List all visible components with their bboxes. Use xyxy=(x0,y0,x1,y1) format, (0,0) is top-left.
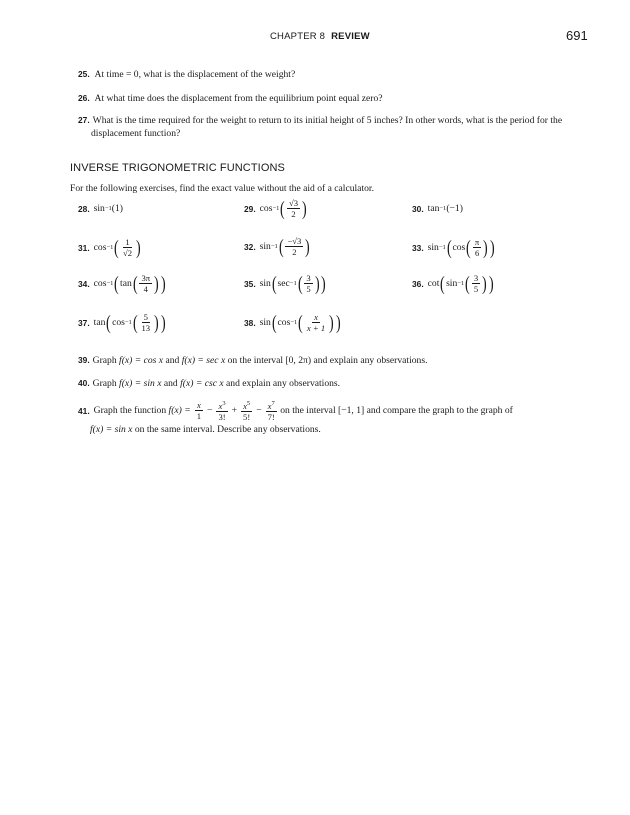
argument: (−1) xyxy=(446,203,463,214)
numerator: 3 xyxy=(473,273,479,283)
inverse-exponent: −1 xyxy=(272,205,280,212)
inverse-exponent: −1 xyxy=(104,205,112,212)
exercise-number: 39. xyxy=(78,355,90,365)
fraction xyxy=(121,237,134,258)
inner-fn-name: cos xyxy=(452,242,466,253)
exponent: 7 xyxy=(271,400,275,407)
text: on the same interval. Describe any observations. xyxy=(132,424,321,435)
fraction xyxy=(304,273,312,294)
exercise-number: 38. xyxy=(244,317,256,328)
exercise-number: 27. xyxy=(78,115,90,125)
formula: f(x) = sin x xyxy=(119,378,162,389)
exponent: 5 xyxy=(246,400,251,407)
formula: f(x) = xyxy=(168,405,191,416)
inverse-exponent: −1 xyxy=(438,244,446,251)
value: −1 xyxy=(449,203,460,214)
exercise-32: 32. sin −1 ( $\frac{-√3}{2}$ ) xyxy=(244,235,310,258)
numerator: 3 xyxy=(306,273,311,283)
exercise-text: What is the time required for the weight to return to its initial height of 5 inches? In other words, what is the period for the displacement function? xyxy=(91,115,563,139)
term-fraction xyxy=(195,400,203,421)
operator: + xyxy=(231,405,238,416)
fn-name: cos xyxy=(93,278,107,289)
fn-name: sin xyxy=(427,242,439,253)
fn-name: sin xyxy=(259,278,271,289)
numerator: π xyxy=(474,237,480,247)
inner-fn-name: tan xyxy=(120,278,132,289)
fraction xyxy=(305,312,327,333)
exponent: 3 xyxy=(222,400,226,407)
denominator: 2 xyxy=(292,247,297,257)
chapter-label: CHAPTER 8 xyxy=(270,31,326,42)
formula: f(x) = sin x xyxy=(90,424,133,435)
fn-name: cot xyxy=(427,278,440,289)
text: and xyxy=(161,378,181,389)
operator: − xyxy=(207,405,213,416)
exercise-39 xyxy=(78,354,560,367)
numerator: x xyxy=(196,400,201,410)
exercise-30 xyxy=(412,203,463,214)
text: Graph xyxy=(92,378,120,389)
exercise-33: 33. sin −1 ( cos ( $\frac{\pi}{6}$ ) ) xyxy=(412,236,495,259)
exercise-26 xyxy=(78,92,560,105)
text: Graph xyxy=(92,355,120,366)
fraction xyxy=(285,236,303,257)
numerator: 5 xyxy=(143,312,148,322)
denominator: 2 xyxy=(291,209,296,219)
fn-name: sin xyxy=(259,317,271,328)
exercise-number: 33. xyxy=(412,242,424,253)
page-number: 691 xyxy=(566,28,588,43)
exercise-number: 31. xyxy=(78,242,90,253)
text: on the interval [0, 2π) and explain any observations. xyxy=(225,355,428,366)
exercise-36: 36. cot ( sin −1 ( $\frac{3}{5}$ ) ) xyxy=(412,272,494,295)
numerator: x xyxy=(243,401,247,411)
inverse-exponent: −1 xyxy=(106,244,114,251)
exercise-41 xyxy=(78,399,513,422)
term-fraction xyxy=(216,399,227,422)
exercise-number: 30. xyxy=(412,203,424,214)
fraction xyxy=(139,312,152,333)
section-heading: INVERSE TRIGONOMETRIC FUNCTIONS xyxy=(70,162,285,174)
inverse-exponent: −1 xyxy=(457,280,465,287)
value: 1 xyxy=(114,203,120,214)
exercise-35: 35. sin ( sec −1 ( $\frac{3}{5}$ ) ) xyxy=(244,272,327,295)
numerator: √3 xyxy=(289,198,299,208)
exercise-40 xyxy=(78,377,560,390)
exercise-27 xyxy=(78,114,573,140)
exercise-number: 40. xyxy=(78,378,90,388)
fn-name: sin xyxy=(259,241,271,252)
numerator: x xyxy=(314,312,318,322)
exercise-37: 37. tan ( cos −1 ( $\frac{5}{13}$ ) ) xyxy=(78,311,166,334)
inverse-exponent: −1 xyxy=(270,243,278,250)
inverse-exponent: −1 xyxy=(106,280,114,287)
denominator: 5 xyxy=(306,284,311,294)
formula: f(x) = csc x xyxy=(180,378,224,389)
exercise-number: 37. xyxy=(78,317,90,328)
exercise-text: At what time does the displacement from the equilibrium point equal zero? xyxy=(94,93,383,104)
numerator: 3π xyxy=(141,273,151,283)
operator: − xyxy=(256,405,262,416)
exercise-25 xyxy=(78,68,560,81)
inverse-exponent: −1 xyxy=(289,280,297,287)
fraction xyxy=(287,198,300,219)
exercise-34: 34. cos −1 ( tan ( $\frac{3\pi}{4}$ ) ) xyxy=(78,272,166,295)
exercise-number: 32. xyxy=(244,241,256,252)
exercise-text: At time = 0, what is the displacement of the weight? xyxy=(94,69,296,80)
exercise-number: 25. xyxy=(78,69,90,79)
inner-fn-name: cos xyxy=(277,317,291,328)
inner-fn-name: cos xyxy=(112,317,125,328)
denominator: √2 xyxy=(123,248,133,258)
denominator: 1 xyxy=(196,411,202,421)
exercise-29: 29. cos −1 ( $\frac{√3}{2}$ ) xyxy=(244,197,307,220)
inverse-exponent: −1 xyxy=(439,205,447,212)
exercise-number: 34. xyxy=(78,278,90,289)
fraction xyxy=(473,237,481,258)
text: on the interval [−1, 1] and compare the graph to the graph of xyxy=(277,405,513,416)
exercise-41-line-2 xyxy=(90,424,321,435)
exercise-number: 36. xyxy=(412,278,424,289)
denominator: 7! xyxy=(267,412,275,422)
fn-name: cos xyxy=(259,203,273,214)
fn-name: sin xyxy=(93,203,105,214)
argument: (1) xyxy=(111,203,123,214)
fn-name: tan xyxy=(93,317,106,328)
denominator: 4 xyxy=(143,284,148,294)
exercise-number: 26. xyxy=(78,93,90,103)
text: Graph the function xyxy=(93,405,169,416)
formula: f(x) = cos x xyxy=(119,355,164,366)
text: and explain any observations. xyxy=(223,378,341,389)
term-fraction xyxy=(266,399,277,422)
denominator: 13 xyxy=(141,323,151,333)
fn-name: cos xyxy=(93,242,107,253)
exercise-31: 31. cos −1 ( $\frac{1}{√2}$ ) xyxy=(78,236,141,259)
fn-name: tan xyxy=(427,203,440,214)
fraction xyxy=(472,273,480,294)
term-fraction xyxy=(241,399,252,422)
inverse-exponent: −1 xyxy=(290,319,298,326)
denominator: 6 xyxy=(474,248,480,258)
numerator: x xyxy=(218,401,223,411)
exercise-38: 38. sin ( cos −1 ( $\frac{x}{x + 1}$ ) ) xyxy=(244,311,341,334)
exercise-number: 29. xyxy=(244,203,256,214)
formula: f(x) = sec x xyxy=(181,355,226,366)
denominator: 5 xyxy=(473,284,479,294)
inverse-exponent: −1 xyxy=(124,319,132,326)
fraction xyxy=(139,273,152,294)
exercise-number: 41. xyxy=(78,405,90,416)
section-label: REVIEW xyxy=(331,31,370,42)
exercise-number: 35. xyxy=(244,278,256,289)
inner-fn-name: sin xyxy=(446,278,458,289)
exercise-number: 28. xyxy=(78,203,90,214)
numerator: 1 xyxy=(125,237,130,247)
inner-fn-name: sec xyxy=(277,278,290,289)
running-header xyxy=(270,31,370,42)
denominator: x + 1 xyxy=(306,323,326,333)
numerator: x xyxy=(267,401,272,411)
denominator: 5! xyxy=(243,412,251,422)
exercise-28 xyxy=(78,203,123,214)
numerator: −√3 xyxy=(287,236,302,246)
instructions: For the following exercises, find the exact value without the aid of a calculator. xyxy=(70,183,374,194)
text: and xyxy=(163,355,182,366)
denominator: 3! xyxy=(218,412,226,422)
